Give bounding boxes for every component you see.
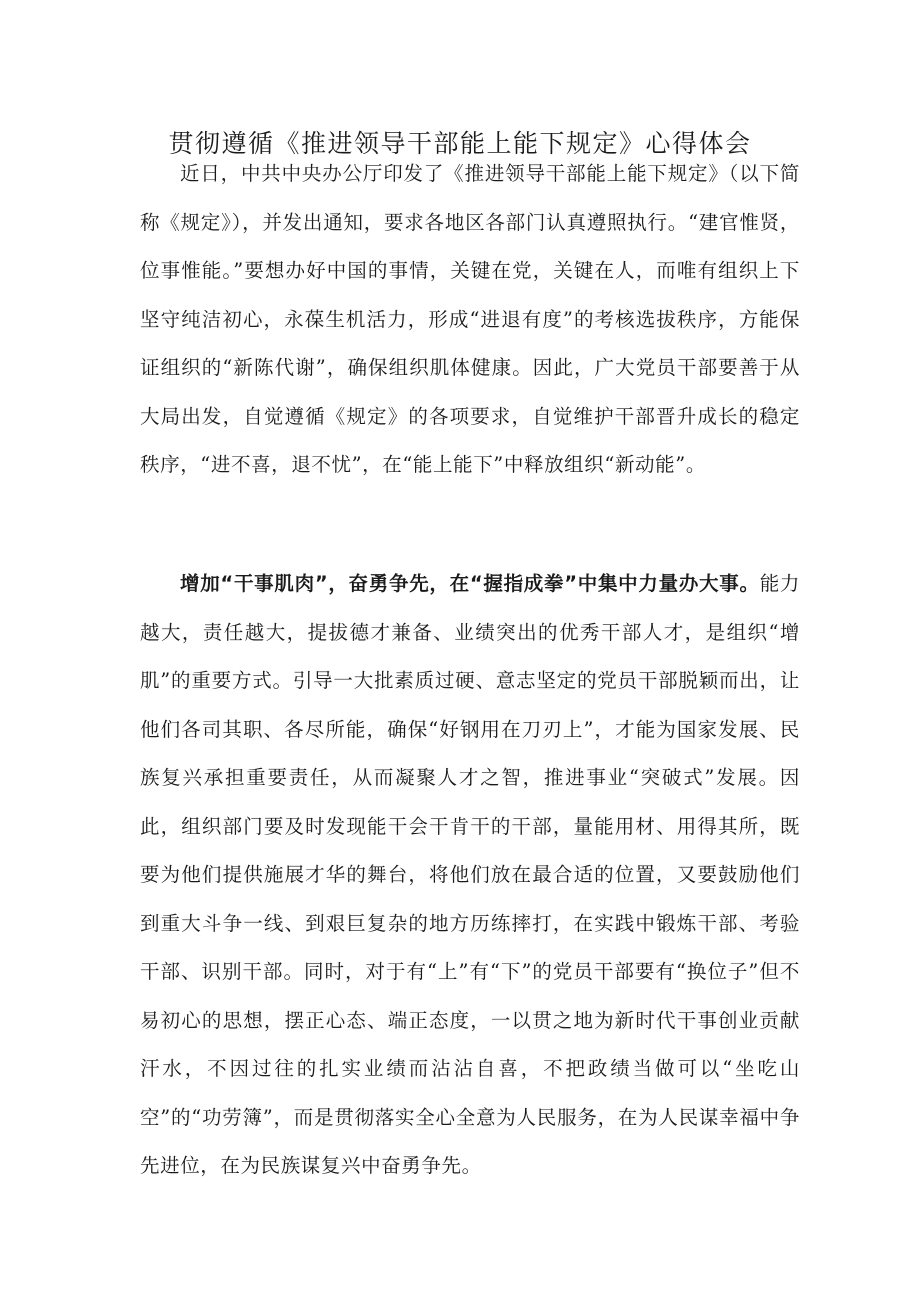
paragraph-2-lead: 增加“干事肌肉”，奋勇争先，在“握指成拳”中集中力量办大事。 [180,572,760,595]
paragraph-2-body: 能力越大，责任越大，提拔德才兼备、业绩突出的优秀干部人才，是组织“增肌”的重要方式。引导一大批素质过硬、意志坚定的党员干部脱颖而出，让他们各司其职、各尽所能，确保“好钢用在刀刃上”，才能为国家发展、民族复兴承担重要责任，从而凝聚人才之智，推进事业“突破式”发展。因此，组织部门要及时发现能干会干肯干的干部，量能用材、用得其所，既要为他们提供施展才华的舞台，将他们放在最合适的位置，又要鼓励他们到重大斗争一线、到艰巨复杂的地方历练摔打，在实践中锻炼干部、考验干部、识别干部。同时，对于有“上”有“下”的党员干部要有“换位子”但不易初心的思想，摆正心态、端正态度，一以贯之地为新时代干事创业贡献汗水，不因过往的扎实业绩而沾沾自喜，不把政绩当做可以“坐吃山空”的“功劳簿”，而是贯彻落实全心全意为人民服务，在为人民谋幸福中争先进位，在为民族谋复兴中奋勇争先。 [140,572,801,1177]
paragraph-1: 近日，中共中央办公厅印发了《推进领导干部能上能下规定》（以下简称《规定》），并发出通知，要求各地区各部门认真遵照执行。“建官惟贤，位事惟能。”要想办好中国的事情，关键在党，关键在人，而唯有组织上下坚守纯洁初心，永葆生机活力，形成“进退有度”的考核选拔秩序，方能保证组织的“新陈代谢”，确保组织肌体健康。因此，广大党员干部要善于从大局出发，自觉遵循《规定》的各项要求，自觉维护干部晋升成长的稳定秩序，“进不喜，退不忧”，在“能上能下”中释放组织“新动能”。 [140,162,800,476]
paragraph-2 [140,560,800,1191]
document-title: 贯彻遵循《推进领导干部能上能下规定》心得体会 [168,129,752,158]
